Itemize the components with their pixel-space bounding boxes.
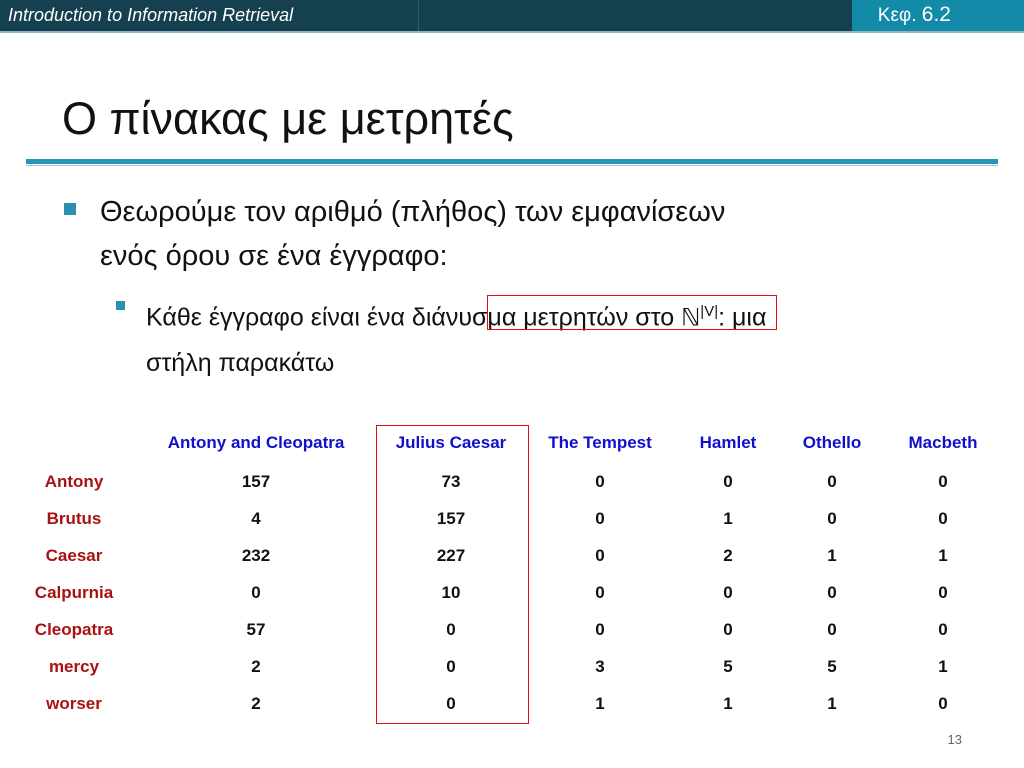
count-cell: 1 [938,657,948,676]
count-cell: 1 [595,694,605,713]
page-number: 13 [947,732,962,747]
column-header: Hamlet [699,433,757,452]
column-header: Julius Caesar [395,433,507,452]
bullet-level1 [100,190,960,278]
count-cell: 0 [827,509,837,528]
count-cell: 5 [723,657,733,676]
count-cell: 1 [723,509,733,528]
count-cell: 0 [595,472,605,491]
count-cell: 0 [446,620,456,639]
count-cell: 157 [436,509,466,528]
bullet-level2-suffix: : μια [718,303,767,332]
count-cell: 227 [436,546,466,565]
count-cell: 0 [446,657,456,676]
highlight-box-julius-caesar-column [376,425,529,724]
count-cell: 0 [595,509,605,528]
header-middle-panel [418,0,852,31]
vocabulary-size-superscript: |V| [700,303,719,320]
bullet-level2-line2: στήλη παρακάτω [146,349,335,378]
title-rule-thin [26,165,998,166]
chapter-number: 6.2 [921,3,951,26]
count-cell: 0 [723,583,733,602]
count-cell: 0 [827,583,837,602]
chapter-indicator [878,3,951,27]
column-header: The Tempest [548,433,652,452]
row-term-label: worser [46,694,102,713]
count-cell: 57 [246,620,266,639]
row-term-label: Cleopatra [34,620,114,639]
count-cell: 1 [827,546,837,565]
count-cell: 3 [595,657,605,676]
count-cell: 0 [827,620,837,639]
count-cell: 0 [595,620,605,639]
natural-numbers-symbol: ℕ [681,303,701,332]
count-cell: 0 [938,620,948,639]
header-bar [0,0,1024,31]
count-cell: 1 [827,694,837,713]
count-cell: 0 [446,694,456,713]
header-underline [0,31,1024,33]
header-left-panel [0,0,418,31]
bullet-level2-highlight: διάνυσμα μετρητών [411,303,629,332]
highlight-box-count-vector [487,295,777,330]
count-cell: 1 [938,546,948,565]
count-cell: 0 [723,472,733,491]
count-cell: 0 [595,546,605,565]
row-term-label: Brutus [46,509,102,528]
count-cell: 0 [938,694,948,713]
count-cell: 0 [938,472,948,491]
count-cell: 0 [827,472,837,491]
bullet-level2-middle: στο [628,303,682,332]
count-cell: 5 [827,657,837,676]
column-header: Macbeth [908,433,978,452]
count-cell: 0 [723,620,733,639]
count-cell: 73 [441,472,461,491]
column-header: Antony and Cleopatra [167,433,345,452]
chapter-label: Κεφ. [877,5,917,26]
title-rule [26,159,998,164]
count-cell: 0 [938,583,948,602]
count-cell: 0 [595,583,605,602]
count-cell: 232 [241,546,271,565]
course-title: Introduction to Information Retrieval [8,5,294,25]
slide-title: Ο πίνακας με μετρητές [62,93,514,144]
bullet-level2-prefix: Κάθε έγγραφο είναι ένα [146,303,412,332]
count-cell: 4 [251,509,261,528]
sub-bullet-square-icon [116,301,125,310]
bullet-square-icon [64,203,76,215]
row-term-label: Caesar [45,546,103,565]
bullet-level1-line1: Θεωρούμε τον αριθμό (πλήθος) των εμφανίσεων [100,196,726,228]
row-term-label: Antony [44,472,104,491]
count-cell: 2 [251,694,261,713]
count-cell: 2 [723,546,733,565]
header-chapter-panel [852,0,1024,31]
count-cell: 2 [251,657,261,676]
count-cell: 1 [723,694,733,713]
count-cell: 0 [938,509,948,528]
row-term-label: Calpurnia [34,583,114,602]
count-cell: 0 [251,583,261,602]
count-cell: 10 [441,583,461,602]
count-cell: 157 [241,472,271,491]
column-header: Othello [802,433,862,452]
row-term-label: mercy [48,657,100,676]
bullet-level1-line2: ενός όρου σε ένα έγγραφο: [100,240,448,272]
